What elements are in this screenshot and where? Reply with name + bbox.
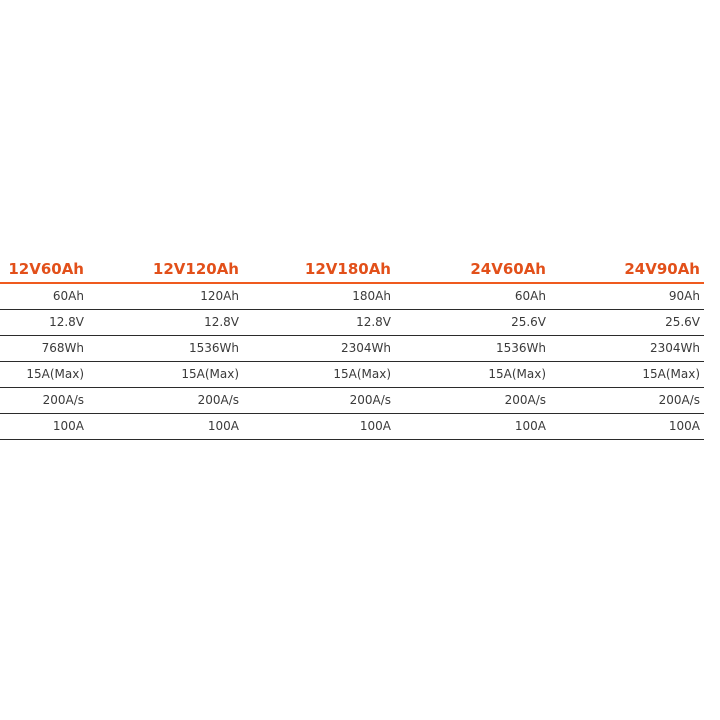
table-cell: 12.8V [49, 315, 84, 329]
table-cell: 15A(Max) [181, 367, 239, 381]
table-cell: 15A(Max) [333, 367, 391, 381]
table-cell: 100A [359, 419, 391, 433]
table-cell: 200A/s [658, 393, 700, 407]
spec-table [0, 254, 704, 440]
table-cell: 200A/s [504, 393, 546, 407]
table-cell: 60Ah [52, 289, 84, 303]
table-row [0, 414, 704, 440]
header-12v180ah: 12V180Ah [304, 260, 391, 278]
table-cell: 200A/s [197, 393, 239, 407]
table-cell: 180Ah [352, 289, 391, 303]
table-cell: 120Ah [200, 289, 239, 303]
table-cell: 60Ah [514, 289, 546, 303]
table-cell: 2304Wh [340, 341, 391, 355]
table-cell: 12.8V [204, 315, 239, 329]
table-cell: 15A(Max) [26, 367, 84, 381]
table-row [0, 310, 704, 336]
table-row [0, 388, 704, 414]
table-cell: 200A/s [349, 393, 391, 407]
table-cell: 100A [514, 419, 546, 433]
table-cell: 2304Wh [649, 341, 700, 355]
table-row [0, 362, 704, 388]
header-24v90ah: 24V90Ah [624, 260, 700, 278]
table-cell: 90Ah [668, 289, 700, 303]
table-cell: 200A/s [42, 393, 84, 407]
table-cell: 768Wh [41, 341, 84, 355]
table-cell: 25.6V [665, 315, 700, 329]
header-12v120ah: 12V120Ah [152, 260, 239, 278]
table-row [0, 336, 704, 362]
table-row [0, 284, 704, 310]
table-cell: 15A(Max) [488, 367, 546, 381]
table-cell: 25.6V [511, 315, 546, 329]
table-cell: 100A [207, 419, 239, 433]
header-row [0, 254, 704, 284]
table-cell: 1536Wh [495, 341, 546, 355]
table-cell: 100A [668, 419, 700, 433]
table-cell: 1536Wh [188, 341, 239, 355]
table-cell: 15A(Max) [642, 367, 700, 381]
header-24v60ah: 24V60Ah [470, 260, 546, 278]
table-cell: 100A [52, 419, 84, 433]
table-cell: 12.8V [356, 315, 391, 329]
header-12v60ah: 12V60Ah [8, 260, 84, 278]
